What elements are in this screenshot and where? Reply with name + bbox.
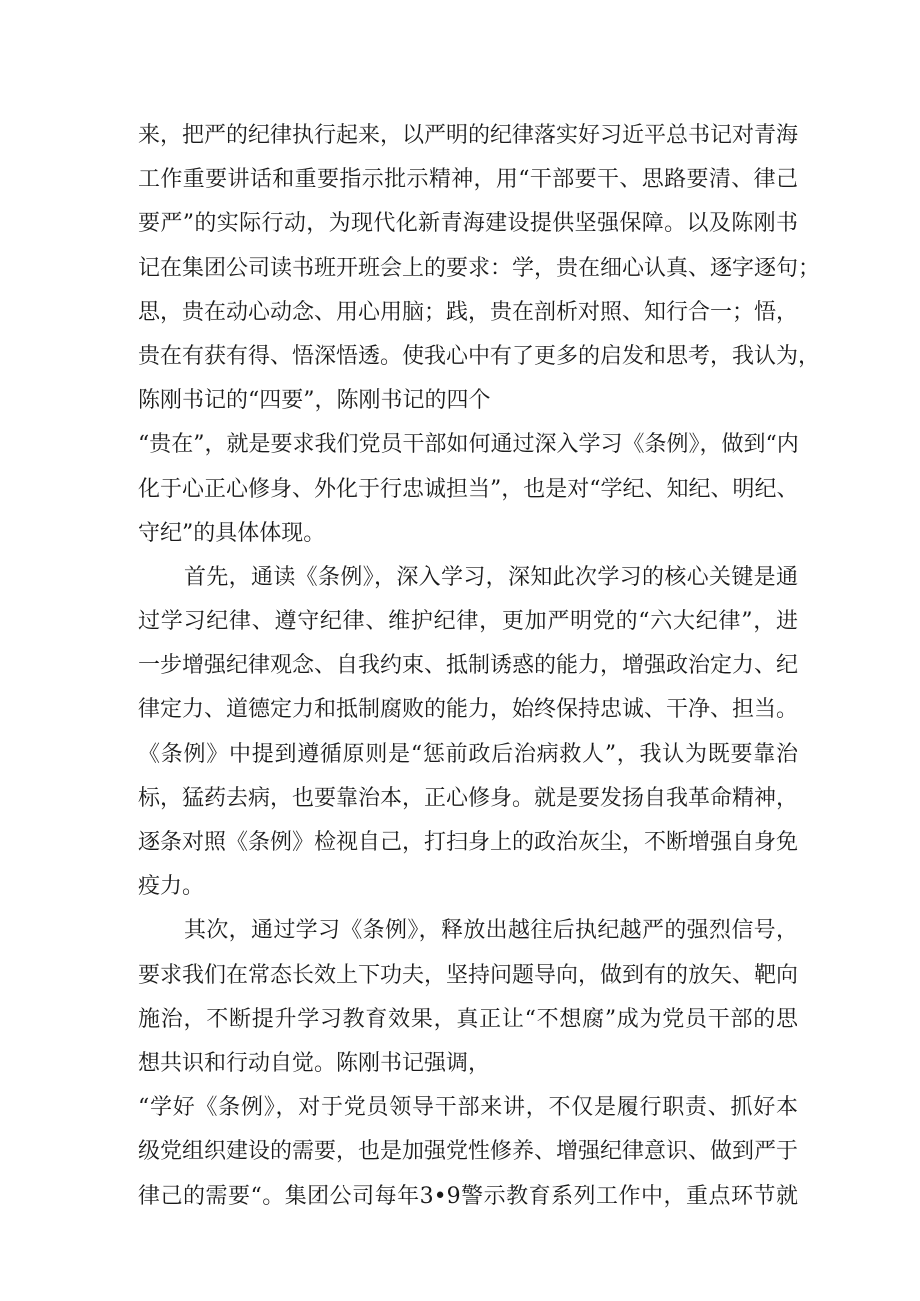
document-text-line: 首先，通读《条例》，深入学习，深知此次学习的核心关键是通	[184, 564, 798, 590]
document-text-line: 化于心正心修身、外化于行忠诚担当”，也是对“学纪、知纪、明纪、	[138, 476, 799, 502]
document-text-line: 级党组织建设的需要，也是加强党性修养、增强纪律意识、做到严于	[138, 1139, 799, 1165]
document-text-line: 思，贵在动心动念、用心用脑；践，贵在剖析对照、知行合一；悟，	[138, 299, 799, 325]
document-text-line: 记在集团公司读书班开班会上的要求：学，贵在细心认真、逐字逐句；	[138, 255, 821, 281]
document-text-line: 其次，通过学习《条例》，释放出越往后执纪越严的强烈信号，	[184, 918, 798, 944]
document-text-line: 律定力、道德定力和抵制腐败的能力，始终保持忠诚、干净、担当。	[138, 697, 799, 723]
document-text-line: “学好《条例》，对于党员领导干部来讲，不仅是履行职责、抓好本	[138, 1095, 798, 1121]
document-text-line: 要严”的实际行动，为现代化新青海建设提供坚强保障。以及陈刚书	[138, 211, 798, 237]
document-text-line: 来，把严的纪律执行起来，以严明的纪律落实好习近平总书记对青海	[138, 123, 799, 148]
document-text-line: 过学习纪律、遵守纪律、维护纪律，更加严明党的“六大纪律”，进	[138, 609, 798, 635]
document-text-line: 想共识和行动自觉。陈刚书记强调，	[138, 1050, 491, 1076]
document-text-line: 标，猛药去病，也要靠治本，正心修身。就是要发扬自我革命精神，	[138, 785, 799, 811]
document-text-line: 一步增强纪律观念、自我约束、抵制诱惑的能力，增强政治定力、纪	[138, 653, 799, 679]
document-body	[138, 114, 821, 1219]
document-text-line: 逐条对照《条例》检视自己，打扫身上的政治灰尘，不断增强自身免	[138, 830, 799, 855]
document-text-line: 律己的需要“。集团公司每年3•9警示教育系列工作中，重点环节就	[138, 1183, 798, 1209]
document-text-line: 陈刚书记的“四要”，陈刚书记的四个	[138, 388, 491, 414]
document-text-line: 《条例》中提到遵循原则是“惩前政后治病救人”，我认为既要靠治	[138, 741, 798, 767]
document-text-line: 疫力。	[138, 874, 205, 900]
document-text-line: 守纪”的具体体现。	[138, 520, 326, 546]
document-text-line: 贵在有获有得、悟深悟透。使我心中有了更多的启发和思考，我认为，	[138, 343, 821, 369]
document-text-line: 要求我们在常态长效上下功夫，坚持问题导向，做到有的放矢、靶向	[138, 962, 799, 988]
document-text-line: “贵在”，就是要求我们党员干部如何通过深入学习《条例》，做到“内	[138, 432, 799, 458]
document-text-line: 施治，不断提升学习教育效果，真正让“不想腐”成为党员干部的思	[138, 1006, 798, 1032]
document-text-line: 工作重要讲话和重要指示批示精神，用“干部要干、思路要清、律己	[138, 167, 798, 193]
